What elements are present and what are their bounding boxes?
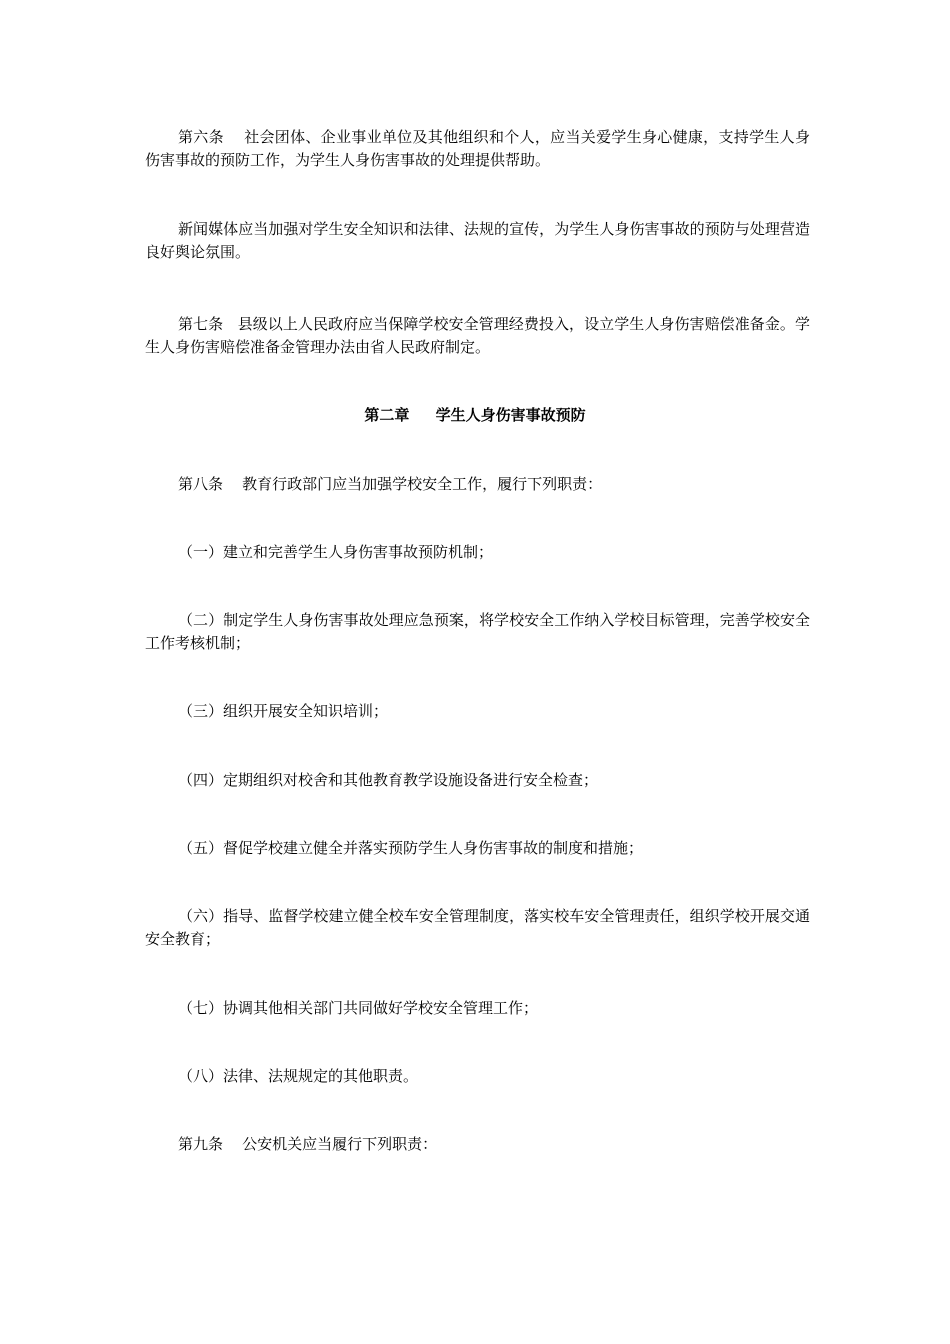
paragraph-text: （八）法律、法规规定的其他职责。 [178,1067,419,1085]
paragraph-text: （六）指导、监督学校建立健全校车安全管理制度，落实校车安全管理责任，组织学校开展交通安全教育； [145,907,810,948]
paragraph-text: （五）督促学校建立健全并落实预防学生人身伤害事故的制度和措施； [178,839,644,857]
list-item-7 [145,997,810,1020]
chapter-heading [0,404,950,427]
paragraph-text: （七）协调其他相关部门共同做好学校安全管理工作； [178,999,539,1017]
list-item-8 [145,1065,810,1088]
paragraph-article-8 [145,473,810,496]
paragraph-text: 社会团体、企业事业单位及其他组织和个人，应当关爱学生身心健康，支持学生人身伤害事故的预防工作，为学生人身伤害事故的处理提供帮助。 [145,128,810,169]
paragraph-text: （四）定期组织对校舍和其他教育教学设施设备进行安全检查； [178,771,599,789]
paragraph-text: 公安机关应当履行下列职责： [242,1135,438,1153]
paragraph-text: （二）制定学生人身伤害事故处理应急预案，将学校安全工作纳入学校目标管理，完善学校安全工作考核机制； [145,611,810,652]
paragraph-article-7 [145,313,810,359]
list-item-4 [145,769,810,792]
paragraph-text: 教育行政部门应当加强学校安全工作，履行下列职责： [242,475,603,493]
chapter-number: 第二章 [364,406,410,424]
article-number: 第九条 [178,1135,224,1153]
paragraph-article-6 [145,126,810,172]
list-item-6 [145,905,810,951]
paragraph-text: （三）组织开展安全知识培训； [178,702,389,720]
paragraph-media [145,218,810,264]
article-number: 第六条 [178,128,224,146]
list-item-5 [145,837,810,860]
paragraph-text: 县级以上人民政府应当保障学校安全管理经费投入，设立学生人身伤害赔偿准备金。学生人身伤害赔偿准备金管理办法由省人民政府制定。 [145,315,810,356]
article-number: 第八条 [178,475,224,493]
list-item-1 [145,541,810,564]
list-item-3 [145,700,810,723]
chapter-title: 学生人身伤害事故预防 [435,406,586,424]
paragraph-text: （一）建立和完善学生人身伤害事故预防机制； [178,543,494,561]
paragraph-text: 新闻媒体应当加强对学生安全知识和法律、法规的宣传，为学生人身伤害事故的预防与处理营造良好舆论氛围。 [145,220,810,261]
paragraph-article-9 [145,1133,810,1156]
list-item-2 [145,609,810,655]
article-number: 第七条 [178,315,224,333]
